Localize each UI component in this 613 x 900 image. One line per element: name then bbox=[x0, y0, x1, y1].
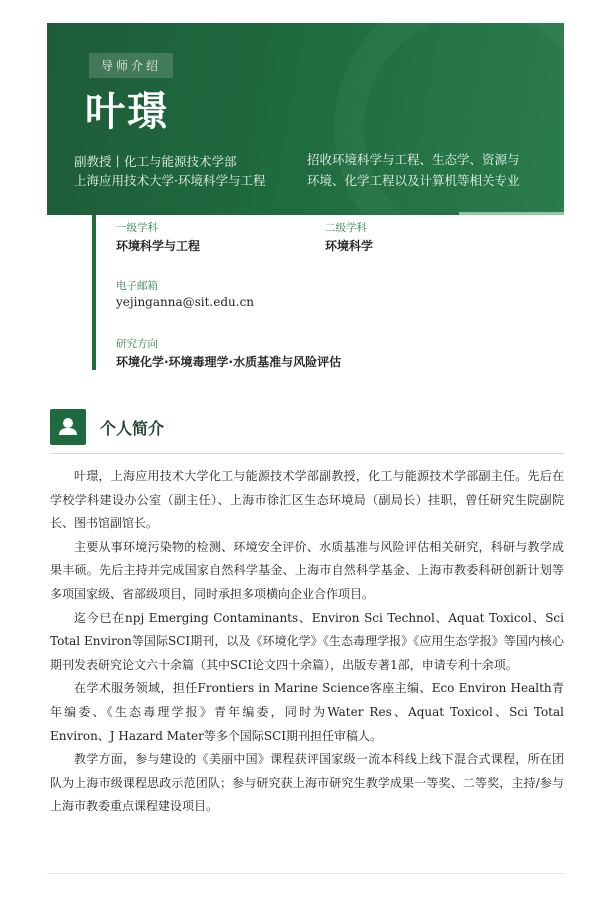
research-label: 研究方向 bbox=[116, 338, 158, 350]
affiliation-line: 上海应用技术大学·环境科学与工程 bbox=[74, 173, 266, 188]
profile-title: 个人简介 bbox=[100, 419, 165, 438]
bio-paragraph: 在学术服务领域，担任Frontiers in Marine Science客座主编、Eco Environ Health青年编委、《生态毒理学报》青年编委，同时为Water Res、Aquat Toxicol、Sci Total Environ、J Hazard Mater等多个国际SCI期刊担任审稿人。 bbox=[50, 681, 564, 743]
email-label: 电子邮箱 bbox=[116, 280, 158, 292]
recruit-line-1: 招收环境科学与工程、生态学、资源与 bbox=[307, 152, 520, 167]
user-icon bbox=[50, 409, 86, 445]
research-value: 环境化学·环境毒理学·水质基准与风险评估 bbox=[116, 355, 342, 369]
bio-paragraph: 迄今已在npj Emerging Contaminants、Environ Sci Technol、Aquat Toxicol、Sci Total Environ等国际SCI期刊，以及《环境化学》《生态毒理学报》《应用生态学报》等国内核心期刊发表研究论文六十余篇（其中SCI论文四十余篇），出版专著1部，申请专利十余项。 bbox=[50, 610, 564, 672]
section-divider bbox=[50, 453, 564, 454]
header-banner bbox=[47, 23, 564, 215]
email-value[interactable]: yejinganna@sit.edu.cn bbox=[116, 295, 255, 309]
decorative-underline bbox=[459, 212, 564, 215]
recruit-line-2: 环境、化学工程以及计算机等相关专业 bbox=[307, 173, 520, 188]
second-subject-value: 环境科学 bbox=[325, 239, 374, 253]
second-subject-label: 二级学科 bbox=[325, 222, 367, 234]
info-accent-bar bbox=[92, 215, 96, 370]
profile-body bbox=[50, 465, 564, 819]
first-subject-label: 一级学科 bbox=[116, 222, 158, 234]
bio-paragraph: 教学方面，参与建设的《美丽中国》课程获评国家级一流本科线上线下混合式课程，所在团队为上海市级课程思政示范团队；参与研究获上海市研究生教学成果一等奖、二等奖，主持/参与上海市教委重点课程建设项目。 bbox=[50, 752, 564, 814]
bio-paragraph: 叶璟，上海应用技术大学化工与能源技术学部副教授，化工与能源技术学部副主任。先后在学校学科建设办公室（副主任）、上海市徐汇区生态环境局（副局长）挂职，曾任研究生院副院长、图书馆副馆长。 bbox=[50, 469, 564, 531]
section-tag: 导师介绍 bbox=[89, 53, 173, 78]
bio-paragraph: 主要从事环境污染物的检测、环境安全评价、水质基准与风险评估相关研究，科研与教学成果丰硕。先后主持并完成国家自然科学基金、上海市自然科学基金、上海市教委科研创新计划等多项国家级、省部级项目，同时承担多项横向企业合作项目。 bbox=[50, 539, 564, 601]
footer-divider bbox=[47, 873, 564, 874]
first-subject-value: 环境科学与工程 bbox=[116, 239, 201, 253]
title-line: 副教授丨化工与能源技术学部 bbox=[74, 154, 237, 169]
advisor-name: 叶璟 bbox=[85, 89, 169, 135]
